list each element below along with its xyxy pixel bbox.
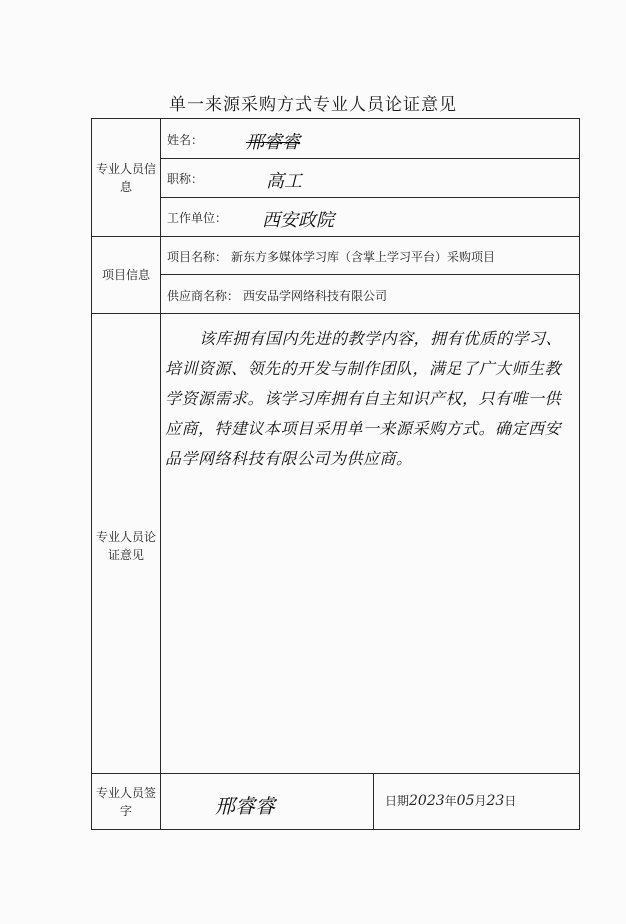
row-divider [160,274,580,275]
section-divider [91,773,580,774]
name-label: 姓名： [167,133,204,147]
expert-info-section-label: 专业人员信息 [96,162,157,194]
table-bottom-border [91,829,580,830]
project-name-value: 新东方多媒体学习库（含掌上学习平台）采购项目 [231,250,496,264]
section-divider [91,313,580,314]
title-value: 高工 [266,171,302,192]
table-right-border [579,118,580,830]
table-left-border [91,118,92,830]
signature-section-label: 专业人员签字 [96,786,157,818]
employer-label: 工作单位： [167,211,228,225]
opinion-section-label: 专业人员论证意见 [96,530,157,562]
sign-date [385,792,516,809]
date-year: 2023 [409,793,445,809]
project-name-label: 项目名称： [167,250,228,264]
date-month-unit: 月 [474,794,487,808]
employer-value: 西安政院 [262,210,334,231]
project-info-section-label: 项目信息 [101,268,150,282]
opinion-text: 该库拥有国内先进的教学内容，拥有优质的学习、培训资源、领先的开发与制作团队，满足了广大师生教学资源需求。该学习库拥有自主知识产权，只有唯一供应商，特建议本项目采用单一来源采购方式。确定西安品学网络科技有限公司为供应商。 [165,329,563,468]
date-label: 日期 [385,794,410,808]
row-divider [160,197,580,198]
signature-date-divider [373,773,374,830]
name-value: 邢睿睿 [246,132,300,153]
date-year-unit: 年 [444,794,457,808]
date-day-unit: 日 [504,794,517,808]
row-divider [160,158,580,159]
document-title: 单一来源采购方式专业人员论证意见 [169,95,457,115]
date-day: 23 [486,793,505,809]
section-divider [91,236,580,237]
supplier-value: 西安品学网络科技有限公司 [243,289,388,303]
title-label: 职称： [167,172,204,186]
label-column-divider [160,118,161,830]
signature-value: 邢睿睿 [215,794,275,818]
supplier-label: 供应商名称： [167,289,240,303]
table-top-border [91,118,580,119]
date-month: 05 [456,793,475,809]
